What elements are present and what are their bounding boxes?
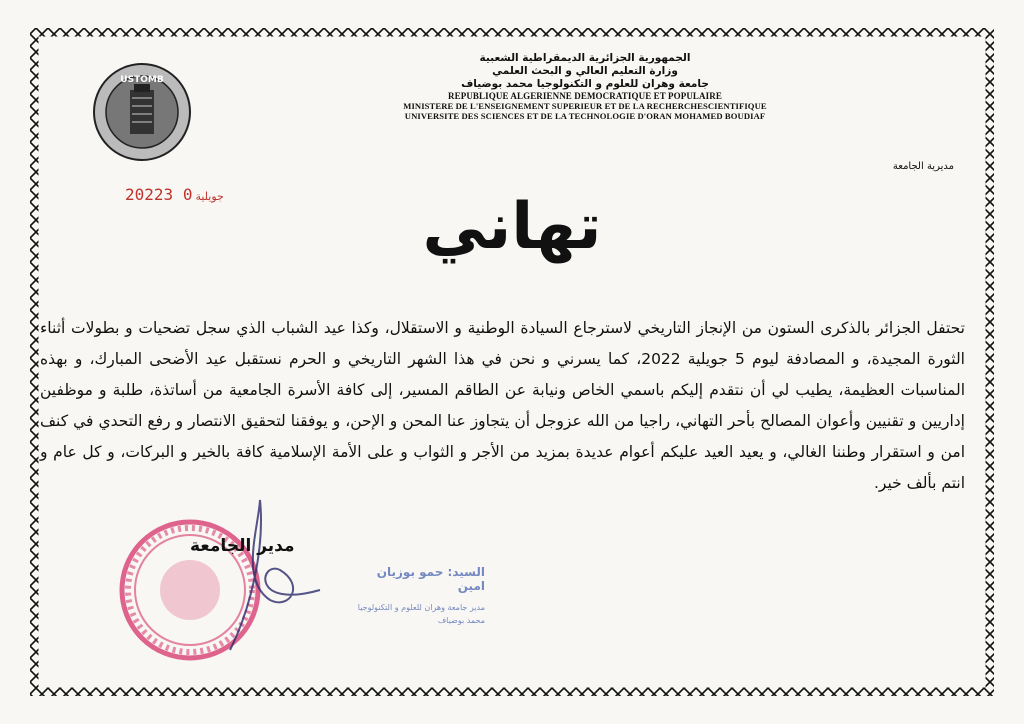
logo-text: USTOMB [120, 75, 164, 85]
header-fr-ministry: MINISTERE DE L'ENSEIGNEMENT SUPERIEUR ET DE LA RECHERCHESCIENTIFIQUE [403, 101, 767, 111]
university-logo [92, 62, 192, 162]
header-fr-republic: REPUBLIQUE ALGERIENNE DEMOCRATIQUE ET POPULAIRE [448, 91, 722, 101]
congratulations-body: تحتفل الجزائر بالذكرى الستون من الإنجاز التاريخي لاسترجاع السيادة الوطنية و الاستقلال، وكذا عيد الشباب الذي سجل تضحيات و بطولات أثناء الثورة المجيدة، و المصادفة ليوم 5 جويلية 2022، كما يسرني و نحن في هذا الشهر التاريخي و الحرم نستقبل عيد الأضحى المبارك، و بهذه المناسبات العظيمة، يطيب لي أن نتقدم إليكم باسمي الخاص ونيابة عن الطاقم المسير، إلى كافة الأسرة الجامعية من أساتذة، طلبة و موظفين إداريين و تقنيين وأعوان المصالح بأحر التهاني، راجيا من الله عزوجل أن يتجاوز عنا المحن و الإحن، و يوفقنا لتحقيق الانتصار و رفع التحدي في كنف امن و استقرار وطننا الغالي، و يعيد العيد عليكم أعوام عديدة بمزيد من الأجر و الثواب و على الأمة الإسلامية كافة بالخير و البركات، و كل عام و انتم بألف خير. [40, 319, 965, 492]
department-label: مديرية الجامعة [892, 161, 954, 172]
stamp-position: مدير جامعة وهران للعلوم و التكنولوجيا [357, 603, 485, 612]
header-ar-ministry: وزارة التعليم العالي و البحث العلمي [492, 65, 678, 77]
stamp-name: السيد: حمو بوزيان امين [376, 565, 485, 593]
header-ar-republic: الجمهورية الجزائرية الديمقراطية الشعبية [479, 52, 691, 64]
header-ar-university: جامعة وهران للعلوم و التكنولوجيا محمد بوضياف [461, 78, 709, 90]
date-day: 0 3 [163, 185, 193, 204]
date-year: 2022 [125, 185, 164, 204]
letterhead [350, 52, 820, 121]
date-month: جويلية [195, 190, 224, 203]
stamp-university: محمد بوضياف [437, 616, 485, 625]
page-title: تهاني [422, 190, 602, 264]
name-stamp [355, 565, 485, 625]
signatory-title: مدير الجامعة [190, 536, 295, 556]
header-fr-university: UNIVERSITE DES SCIENCES ET DE LA TECHNOLOGIE D'ORAN MOHAMED BOUDIAF [404, 111, 766, 121]
handwritten-signature [210, 490, 330, 660]
